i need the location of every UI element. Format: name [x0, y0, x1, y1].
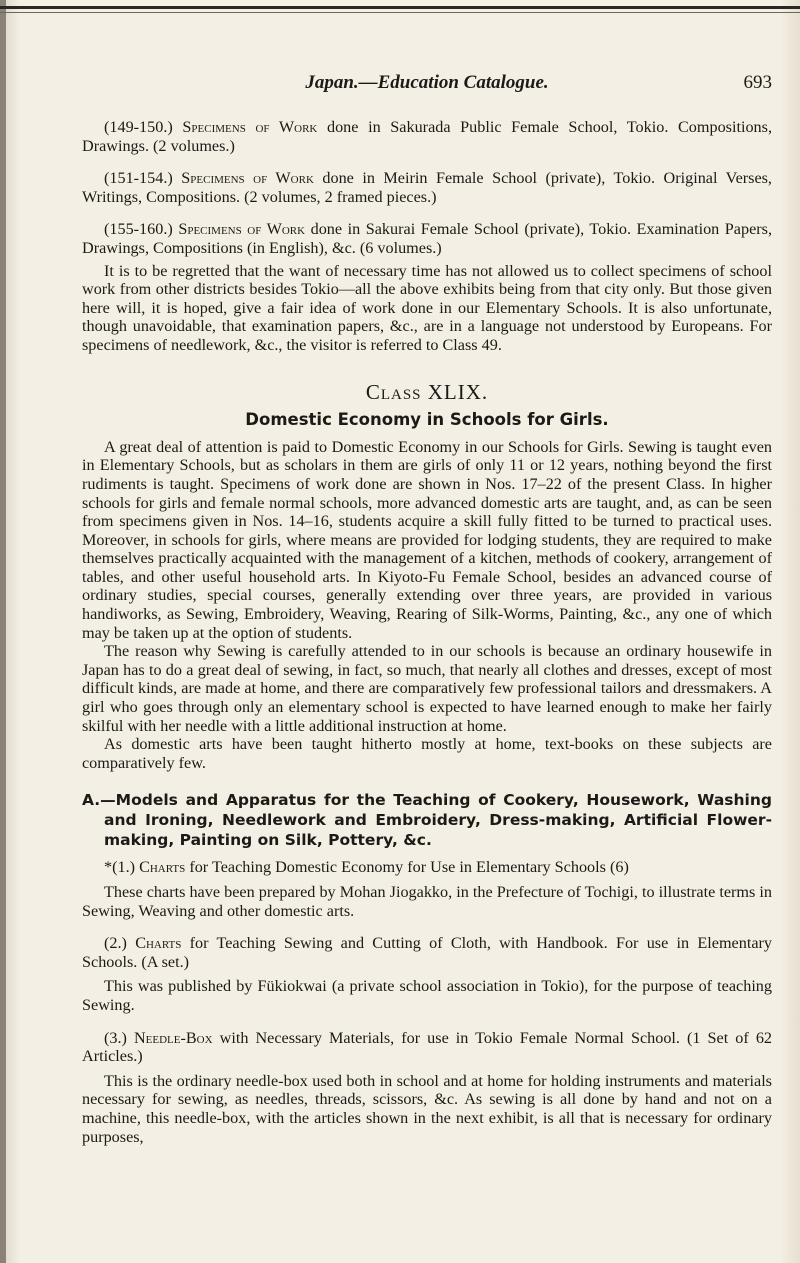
- entry-151-154: [82, 169, 772, 206]
- entry-number: (151-154.): [104, 169, 173, 188]
- item-3-note: This is the ordinary needle-box used both in school and at home for holding instruments and materials necessary for sewing, as needles, threads, scissors, &c. As sewing is all done by hand and not on a machine, this needle-box, with the articles shown in the next exhibit, is all that is necessary for ordinary purposes,: [82, 1071, 772, 1146]
- item-text: with Necessary Materials, for use in Tokio Female Normal School. (1 Set of 62 Articles.): [82, 1028, 773, 1066]
- running-header: [82, 72, 772, 102]
- entry-text: done in Meirin Female School (private), Tokio. Original Verses, Writings, Compositions. (2 volumes, 2 framed pieces.): [82, 169, 772, 206]
- entry-149-150: [82, 118, 772, 155]
- paragraph-3: As domestic arts have been taught hitherto mostly at home, text-books on these subjects are comparatively few.: [82, 735, 772, 772]
- item-2: [82, 934, 772, 971]
- item-2-note: This was published by Fükiokwai (a private school association in Tokio), for the purpose of teaching Sewing.: [82, 977, 772, 1014]
- section-heading: Domestic Economy in Schools for Girls.: [245, 410, 609, 430]
- page-content: [82, 72, 772, 1146]
- item-text: for Teaching Sewing and Cutting of Cloth, with Handbook. For use in Elementary Schools. (A set.): [82, 934, 772, 971]
- class-heading-text: Class XLIX.: [365, 379, 489, 404]
- page-left-edge: [0, 0, 6, 1263]
- entry-text: done in Sakurai Female School (private), Tokio. Examination Papers, Drawings, Compositions (in English), &c. (6 volumes.): [82, 220, 772, 257]
- paragraph-2: The reason why Sewing is carefully attended to in our schools is because an ordinary housewife in Japan has to do a great deal of sewing, in fact, so much, that nearly all clothes and dresses, except of most difficult kinds, are made at home, and there are comparatively few professional tailors and dressmakers. A girl who goes through only an elementary school is expected to have learned enough to make her fairly skilful with her needle with a little additional instruction at home.: [82, 642, 772, 735]
- entry-lead: Specimens of Work: [182, 118, 318, 136]
- item-1: [82, 858, 772, 877]
- page-number: 693: [743, 72, 772, 93]
- item-text: for Teaching Domestic Economy for Use in Elementary Schools (6): [185, 858, 629, 877]
- item-lead: Charts: [135, 934, 182, 953]
- body: [82, 118, 772, 1146]
- item-lead: Needle-Box: [133, 1028, 213, 1047]
- paragraph-1: A great deal of attention is paid to Domestic Economy in our Schools for Girls. Sewing is taught even in Elementary Schools, but as scholars in them are girls of only 11 or 12 years, nothing beyond the first rudiments is taught. Specimens of work done are shown in Nos. 17–22 of the present Class. In higher schools for girls and female normal schools, more advanced domestic arts are taught, and, as can be seen from specimens given in Nos. 14–16, students acquire a skill fully fitted to be turned to practical uses. Moreover, in schools for girls, where means are provided for lodging students, they are required to make themselves practically acquainted with the management of a kitchen, methods of cookery, arrangement of tables, and other useful household arts. In Kiyoto-Fu Female School, besides an advanced course of ordinary studies, special courses, generally extending over three years, are provided in various handiworks, as Sewing, Embroidery, Weaving, Rearing of Silk-Worms, Painting, &c., any one of which may be taken up at the option of students.: [82, 437, 772, 642]
- item-lead: Charts: [139, 858, 186, 877]
- subheading-a: A.—Models and Apparatus for the Teaching of Cookery, Housework, Washing and Ironing, Needlework and Embroidery, Dress-making, Artificial Flower-making, Painting on Silk, Pottery, &c.: [82, 791, 772, 850]
- item-3: [82, 1029, 772, 1066]
- entry-text: done in Sakurada Public Female School, Tokio. Compositions, Drawings. (2 volumes.): [82, 118, 772, 155]
- entry-lead: Specimens of Work: [181, 169, 314, 188]
- item-1-note: These charts have been prepared by Mohan Jiogakko, in the Prefecture of Tochigi, to illustrate terms in Sewing, Weaving and other domestic arts.: [82, 883, 772, 920]
- running-title: Japan.—Education Catalogue.: [305, 72, 549, 93]
- entry-lead: Specimens of Work: [178, 220, 306, 239]
- entry-number: (155-160.): [104, 220, 173, 239]
- intro-note: It is to be regretted that the want of necessary time has not allowed us to collect specimens of school work from other districts besides Tokio—all the above exhibits being from that city only. But those given here will, it is hoped, give a fair idea of work done in our Elementary Schools. It is also unfortunate, though unavoidable, that examination papers, &c., are in a language not understood by Europeans. For specimens of needlework, &c., the visitor is referred to Class 49.: [82, 261, 772, 354]
- item-number: *(1.): [104, 858, 136, 877]
- entry-number: (149-150.): [104, 118, 173, 136]
- item-number: (2.): [104, 934, 127, 953]
- class-heading: [82, 379, 772, 404]
- top-rule: [0, 6, 800, 9]
- item-number: (3.): [104, 1028, 127, 1047]
- entry-155-160: [82, 220, 772, 257]
- top-rule-thin: [0, 12, 800, 13]
